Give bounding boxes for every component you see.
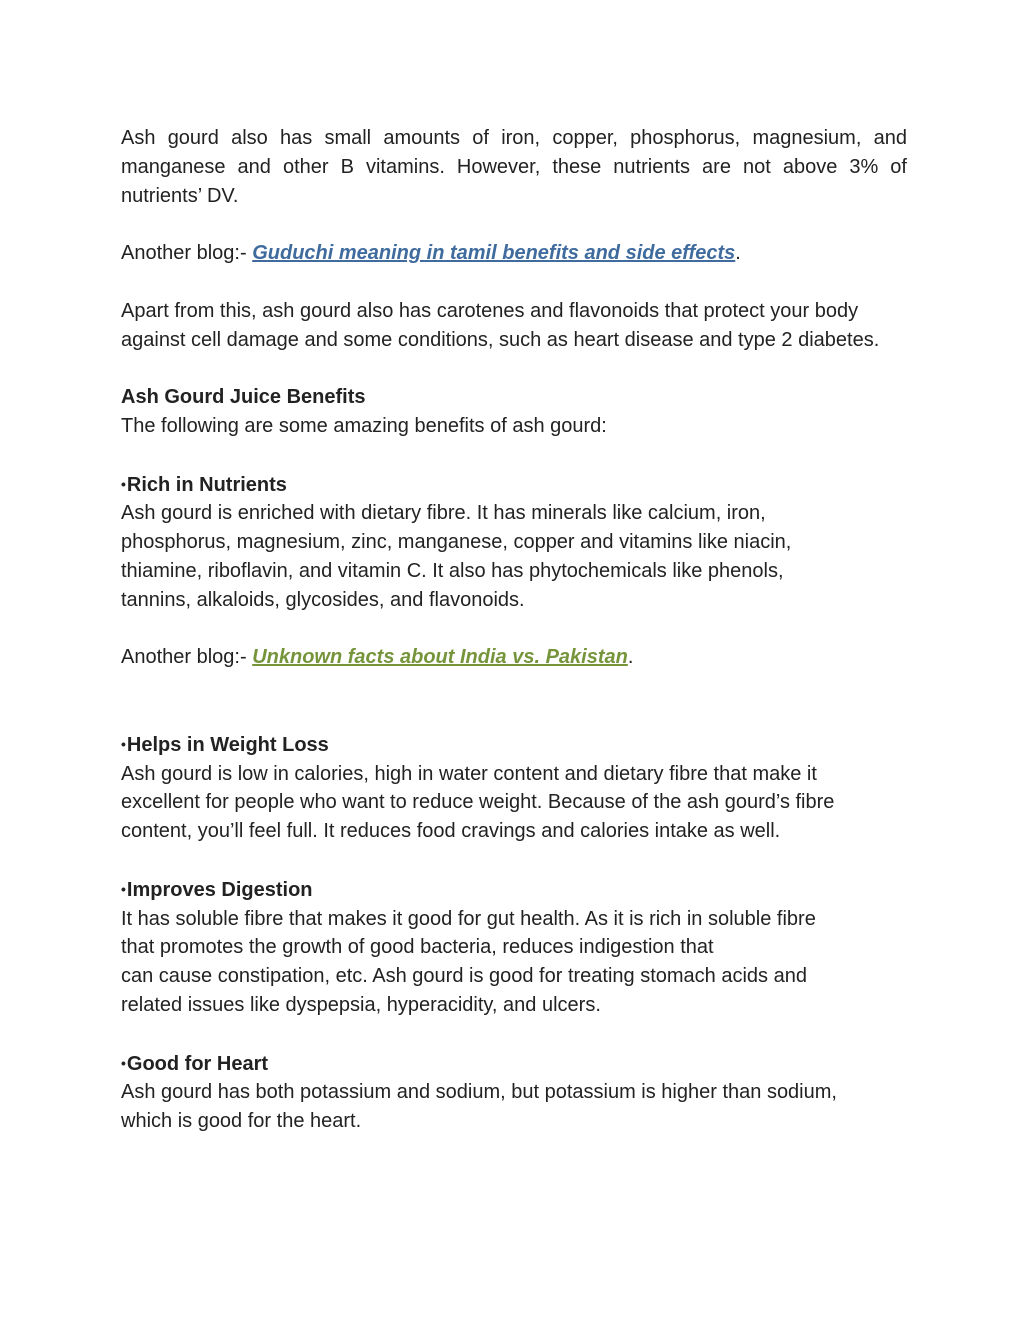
section-heading: Ash Gourd Juice Benefits	[121, 386, 366, 409]
benefit-line: excellent for people who want to reduce weight. Because of the ash gourd’s fibre	[121, 791, 835, 814]
benefit-line: which is good for the heart.	[121, 1110, 362, 1133]
bullet-icon: •	[121, 880, 126, 897]
benefit-line: can cause constipation, etc. Ash gourd is good for treating stomach acids and	[121, 965, 807, 988]
bullet-icon: •	[121, 475, 126, 492]
benefit-line: that promotes the growth of good bacteria, reduces indigestion that	[121, 936, 714, 959]
india-pakistan-blog-link[interactable]: Unknown facts about India vs. Pakistan	[252, 646, 628, 669]
bullet-icon: •	[121, 1054, 126, 1071]
bullet-icon: •	[121, 735, 126, 752]
paragraph-minerals: Ash gourd also has small amounts of iron, copper, phosphorus, magnesium, and manganese and other B vitamins. However, these nutrients are not above 3% of nutrients’ DV.	[121, 127, 907, 207]
guduchi-blog-link[interactable]: Guduchi meaning in tamil benefits and side effects	[252, 242, 736, 265]
benefit-line: tannins, alkaloids, glycosides, and flavonoids.	[121, 588, 525, 611]
link-suffix: .	[735, 242, 741, 265]
benefit-digestion	[121, 875, 907, 1020]
another-blog-prefix: Another blog:-	[121, 646, 247, 669]
benefit-rich-in-nutrients	[121, 470, 907, 615]
benefit-line: content, you’ll feel full. It reduces food cravings and calories intake as well.	[121, 820, 781, 843]
document-page	[121, 124, 907, 1136]
another-blog-line-1	[121, 239, 907, 268]
paragraph-carotenes: Apart from this, ash gourd also has carotenes and flavonoids that protect your body against cell damage and some conditions, such as heart disease and type 2 diabetes.	[121, 299, 880, 351]
benefit-heart	[121, 1049, 907, 1136]
benefit-title-text: Helps in Weight Loss	[126, 733, 329, 756]
benefit-line: phosphorus, magnesium, zinc, manganese, copper and vitamins like niacin,	[121, 531, 792, 554]
benefit-title-text: Good for Heart	[126, 1052, 269, 1075]
benefit-line: Ash gourd has both potassium and sodium, but potassium is higher than sodium,	[121, 1081, 837, 1104]
benefit-title	[121, 730, 907, 760]
benefit-line: Ash gourd is enriched with dietary fibre. It has minerals like calcium, iron,	[121, 502, 766, 525]
benefit-line: Ash gourd is low in calories, high in water content and dietary fibre that make it	[121, 762, 817, 785]
section-intro: The following are some amazing benefits of ash gourd:	[121, 414, 607, 437]
benefit-title	[121, 875, 907, 905]
link-suffix: .	[627, 646, 634, 669]
benefit-weight-loss	[121, 730, 907, 846]
benefit-line: It has soluble fibre that makes it good for gut health. As it is rich in soluble fibre	[121, 907, 816, 930]
benefit-line: thiamine, riboflavin, and vitamin C. It also has phytochemicals like phenols,	[121, 559, 784, 582]
benefit-title	[121, 1049, 907, 1079]
benefit-title-text: Rich in Nutrients	[126, 473, 287, 496]
another-blog-prefix: Another blog:-	[121, 242, 247, 265]
another-blog-line-2	[121, 643, 907, 672]
benefit-line: related issues like dyspepsia, hyperacidity, and ulcers.	[121, 993, 601, 1016]
benefit-title	[121, 470, 907, 500]
benefit-title-text: Improves Digestion	[126, 878, 313, 901]
